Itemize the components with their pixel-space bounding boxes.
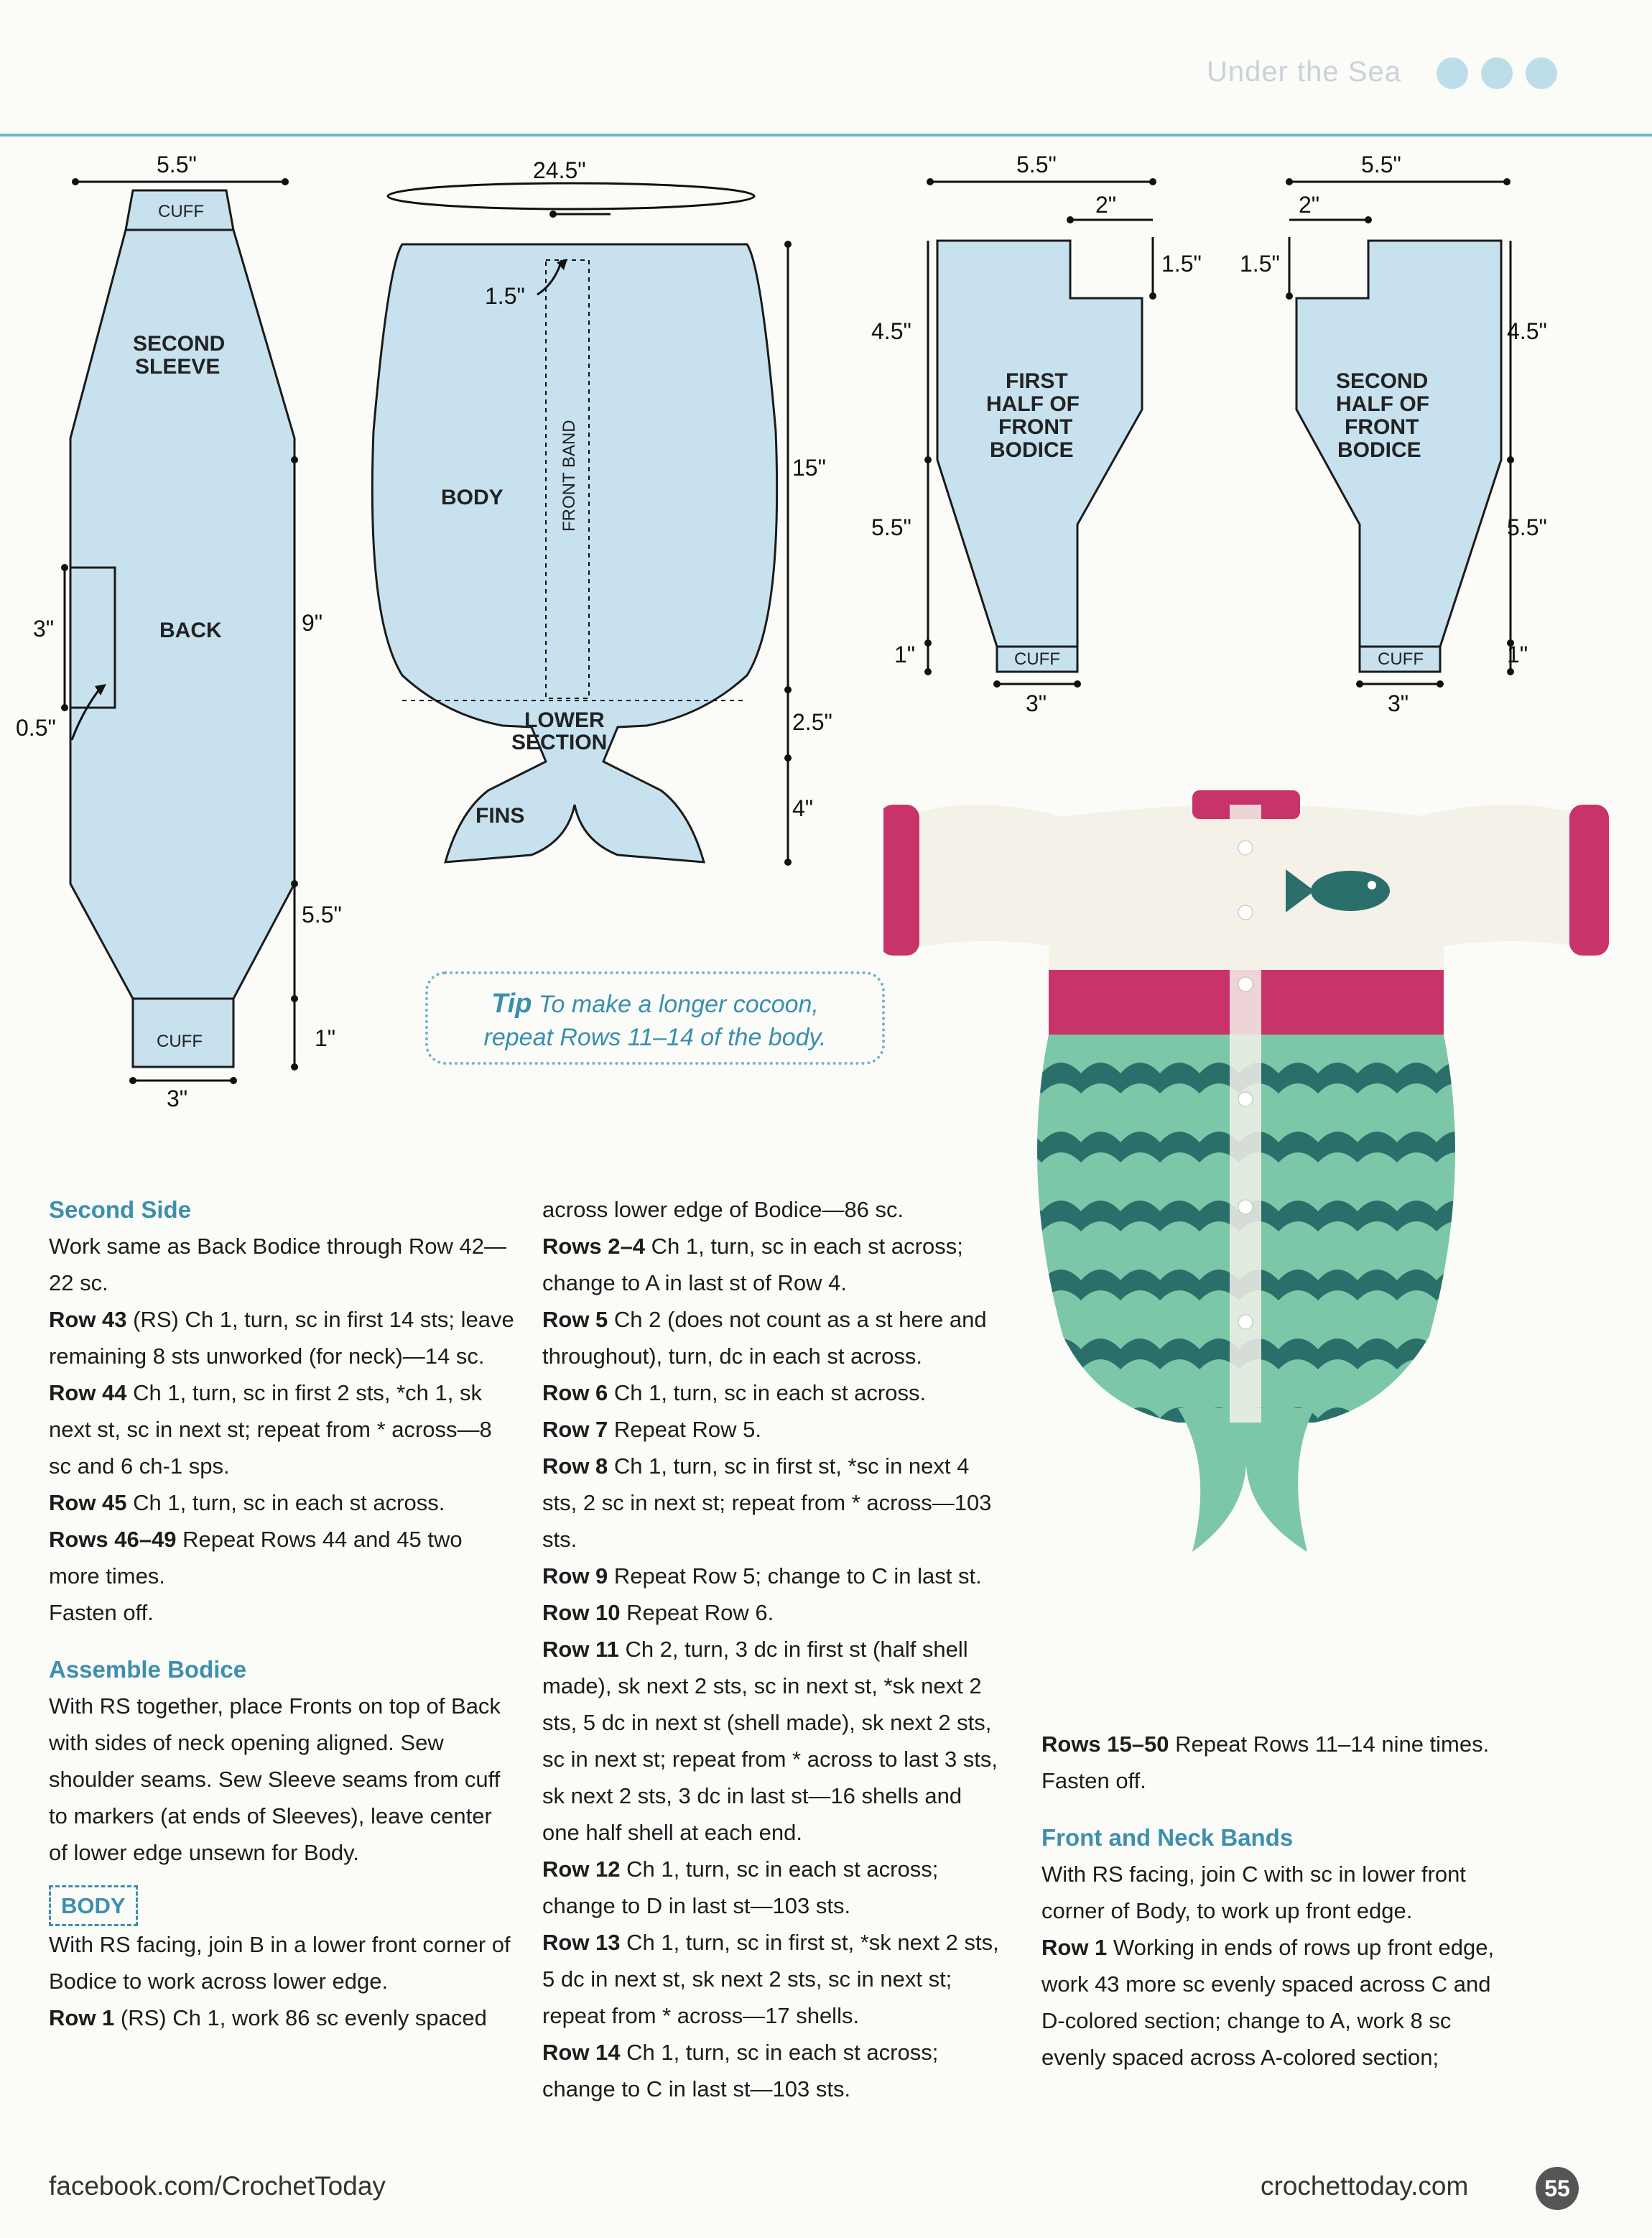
front1-label-1: FIRST [1006,369,1068,393]
front2-label-4: BODICE [1337,438,1421,462]
footer-facebook-link[interactable]: facebook.com/CrochetToday [49,2171,386,2201]
second-side-p1: Work same as Back Bodice through Row 42—22 sc. [49,1234,506,1295]
column-3 [1041,1726,1508,2076]
bands-row-1: Row 1 Working in ends of rows up front edge, work 43 more sc evenly spaced across C and D-colored section; change to A, work 8 sc evenly spaced across A-colored section; [1041,1935,1495,2070]
front1-label-3: FRONT [998,415,1073,439]
tip-box [425,971,885,1065]
front1-label-2: HALF OF [986,392,1080,416]
body-diagram [372,157,832,866]
front1-side-upper: 4.5" [871,318,911,344]
front2-side-upper: 4.5" [1507,318,1547,344]
row-8: Row 8 Ch 1, turn, sc in first st, *sc in next 4 sts, 2 sc in next st; repeat from * across—103 sts. [542,1453,992,1552]
second-side-heading: Second Side [49,1196,192,1223]
front2-cuff-width: 3" [1388,690,1409,716]
front1-side-lower: 5.5" [871,514,911,540]
body-front-band: FRONT BAND [560,420,579,532]
body-circumference: 24.5" [533,157,586,183]
front1-width: 5.5" [1016,152,1057,177]
row-10: Row 10 Repeat Row 6. [542,1600,774,1625]
col2-p0: across lower edge of Bodice—86 sc. [542,1197,904,1222]
front2-label-2: HALF OF [1336,392,1429,416]
body-height-2-5: 2.5" [792,709,832,735]
back-height-9: 9" [302,610,323,636]
front2-neck-width: 2" [1299,192,1320,218]
back-label: BACK [159,619,222,642]
row-44: Row 44 Ch 1, turn, sc in first 2 sts, *ch 1, sk next st, sc in next st; repeat from * across—8 sc and 6 ch-1 sps. [49,1380,492,1479]
back-height-5-5: 5.5" [302,902,342,928]
body-heading: BODY [49,1885,138,1926]
body-front-overlap: 1.5" [485,283,525,309]
assemble-text: With RS together, place Fronts on top of Back with sides of neck opening aligned. Sew shoulder seams. Sew Sleeve seams from cuff to markers (at ends of Sleeves), leave center of lower edge unsewn for Body. [49,1693,501,1865]
sleeve-bottom-width: 3" [167,1086,188,1111]
front2-label-1: SECOND [1336,369,1429,393]
sleeve-label-line1: SECOND [133,332,226,356]
tip-text-1: To make a longer cocoon, [538,991,819,1018]
row-7: Row 7 Repeat Row 5. [542,1417,761,1442]
front2-label-3: FRONT [1345,415,1419,439]
bands-text: With RS facing, join C with sc in lower front corner of Body, to work up front edge. [1041,1862,1466,1923]
back-notch-height: 3" [33,616,55,642]
body-row-1: Row 1 (RS) Ch 1, work 86 sc evenly spaced [49,2005,487,2030]
front1-neck-width: 2" [1095,192,1117,218]
rows-2-4: Rows 2–4 Ch 1, turn, sc in each st across; change to A in last st of Row 4. [542,1234,963,1295]
front2-cuff: CUFF [1378,649,1424,669]
sleeve-label-line2: SLEEVE [135,355,221,379]
row-6: Row 6 Ch 1, turn, sc in each st across. [542,1380,927,1405]
front1-label-4: BODICE [990,438,1074,462]
front2-side-lower: 5.5" [1507,514,1547,540]
front2-neck-drop: 1.5" [1240,251,1280,277]
section-title: Under the Sea [1207,56,1401,88]
row-11: Row 11 Ch 2, turn, 3 dc in first st (half shell made), sk next 2 sts, sc in next st, *sk next 2 sts, 5 dc in next st (shell made), sk next 2 sts, sc in next st; repeat from * across to last 3 sts, sk next 2 sts, 3 dc in last st—16 shells and one half shell at each end. [542,1637,998,1845]
page-number: 55 [1536,2167,1579,2210]
back-notch-depth: 0.5" [16,715,56,741]
tip-text-2: repeat Rows 11–14 of the body. [483,1024,827,1051]
row-5: Row 5 Ch 2 (does not count as a st here and throughout), turn, dc in each st across. [542,1307,987,1369]
row-9: Row 9 Repeat Row 5; change to C in last st. [542,1563,982,1589]
body-height-15: 15" [792,455,826,481]
column-1 [49,1191,516,2036]
fasten-off-3: Fasten off. [1041,1768,1146,1793]
footer-site-link[interactable]: crochettoday.com [1261,2171,1469,2201]
row-12: Row 12 Ch 1, turn, sc in each st across; change to D in last st—103 sts. [542,1856,939,1918]
sleeve-cuff-top: CUFF [158,202,204,221]
rows-46-49: Rows 46–49 Repeat Rows 44 and 45 two more times. [49,1527,463,1589]
body-text: With RS facing, join B in a lower front corner of Bodice to work across lower edge. [49,1932,511,1994]
row-43: Row 43 (RS) Ch 1, turn, sc in first 14 sts; leave remaining 8 sts unworked (for neck)—14 sc. [49,1307,514,1369]
assemble-heading: Assemble Bodice [49,1656,247,1683]
front-second-diagram [1240,152,1547,716]
lower-section-line1: LOWER [524,708,605,732]
body-label: BODY [441,486,504,509]
row-13: Row 13 Ch 1, turn, sc in first st, *sk next 2 sts, 5 dc in next st, sk next 2 sts, sc in next st; repeat from * across—17 shells. [542,1930,999,2028]
sleeve-top-width: 5.5" [157,152,197,177]
fasten-off-1: Fasten off. [49,1600,154,1625]
front1-neck-drop: 1.5" [1161,251,1202,277]
row-14: Row 14 Ch 1, turn, sc in each st across; change to C in last st—103 sts. [542,2040,939,2101]
front1-cuff-width: 3" [1026,690,1047,716]
back-height-1: 1" [315,1025,336,1051]
row-45: Row 45 Ch 1, turn, sc in each st across. [49,1490,445,1515]
front-first-diagram [871,152,1202,716]
front2-cuff-height: 1" [1507,642,1528,667]
header-dots [1437,57,1570,93]
lower-section-line2: SECTION [511,731,608,754]
front1-cuff-height: 1" [894,642,916,667]
front1-cuff: CUFF [1014,649,1060,669]
front2-width: 5.5" [1361,152,1401,177]
column-2 [542,1191,1002,2107]
tip-label: Tip [491,989,532,1019]
bands-heading: Front and Neck Bands [1041,1824,1294,1851]
body-height-4: 4" [792,795,814,821]
sleeve-cuff-bottom: CUFF [157,1032,203,1051]
body-fins: FINS [475,804,525,828]
rows-15-50: Rows 15–50 Repeat Rows 11–14 nine times. [1041,1731,1490,1757]
